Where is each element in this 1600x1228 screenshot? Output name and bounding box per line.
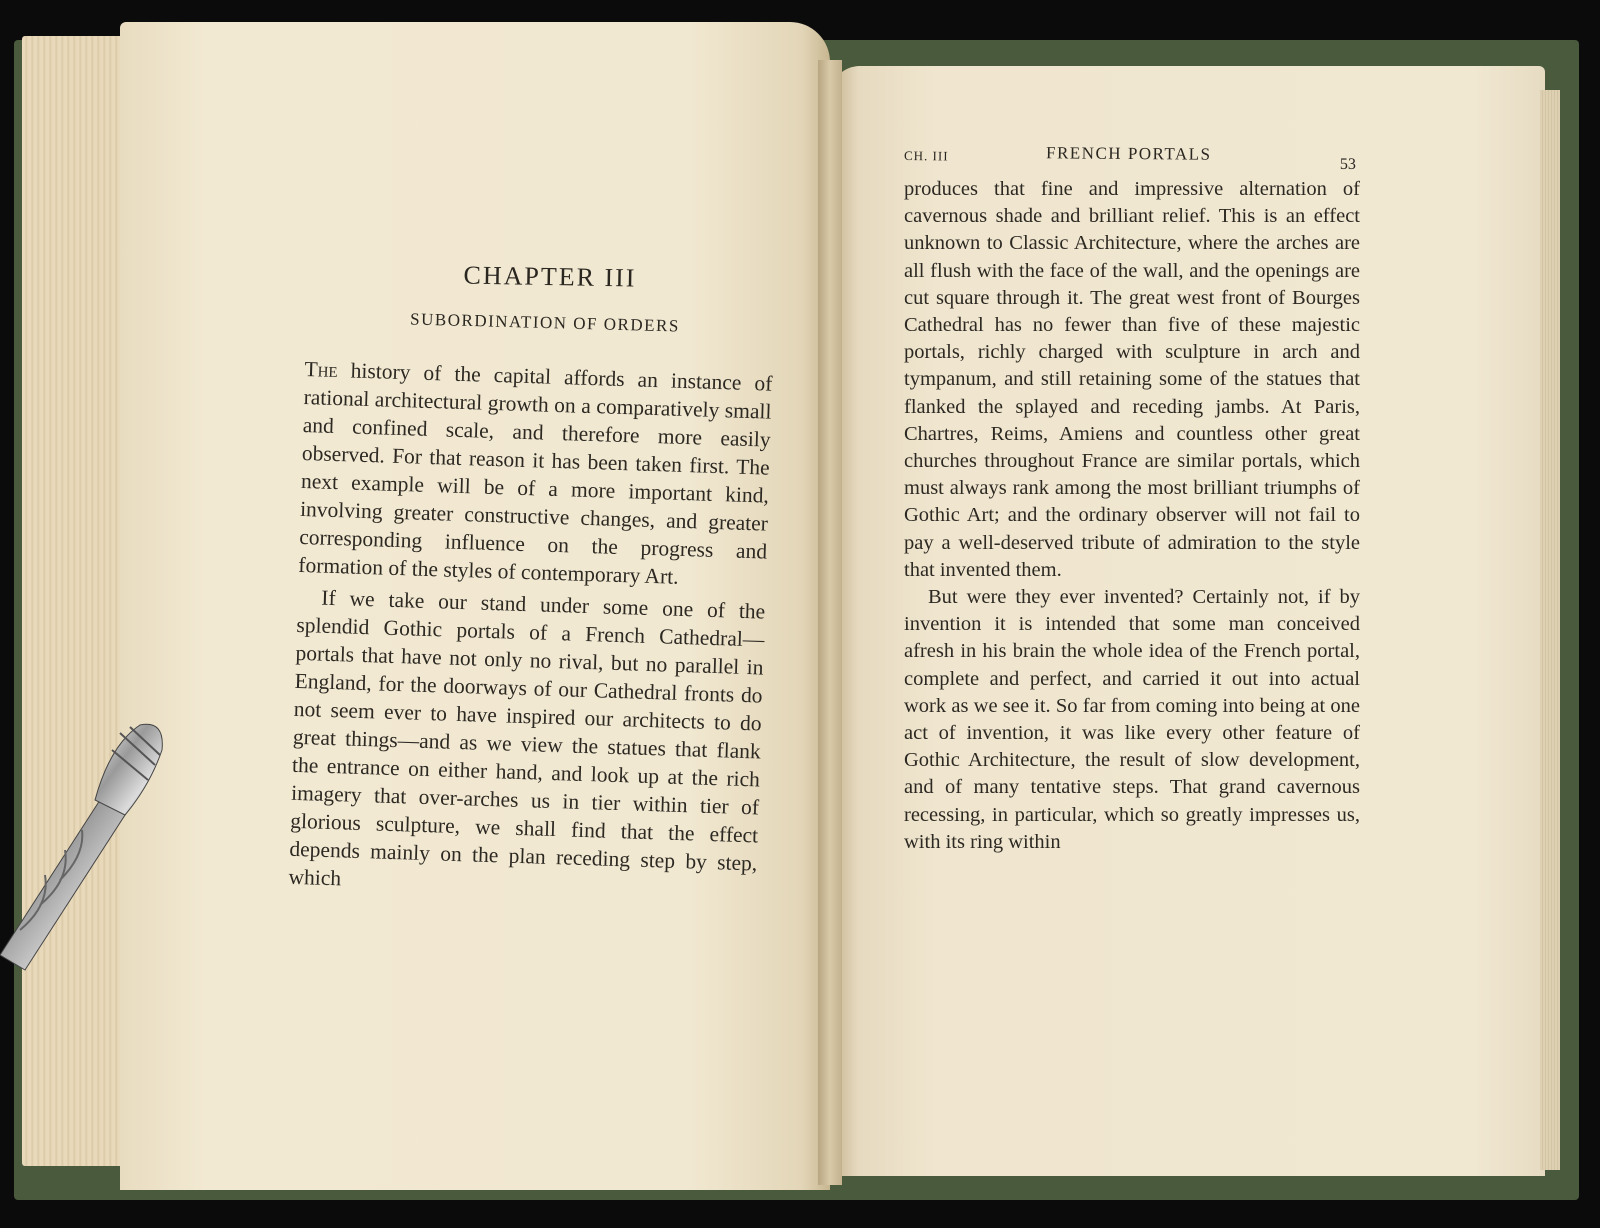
paragraph: The history of the capital affords an instance of rational architectural growth on a comparatively small and confined scale, and therefore more easily observed. For that reason it has been taken first. The next example will be of a more important kind, involving greater constructive changes, and greater corresponding influence on the progress and formation of the styles of contemporary Art. (298, 356, 773, 589)
page-number: 53 (1339, 155, 1357, 173)
paragraph: But were they ever invented? Certainly not, if by invention it is intended that some man conceived afresh in his brain the whole idea of the French portal, complete and perfect, and carried it out into actual work as we see it. So far from coming into being at one act of invention, it was like every other feature of Gothic Architecture, the result of slow development, and of many tentative steps. That grand cavernous recessing, in particular, which so greatly impresses us, with its ring within (904, 586, 1360, 853)
running-head (904, 142, 1356, 176)
running-head-chapter: CH. III (903, 148, 949, 164)
book-gutter (818, 60, 842, 1185)
page-clip-icon (0, 705, 180, 975)
dropcap: The (304, 356, 339, 383)
left-page-text (288, 355, 773, 905)
paragraph: If we take our stand under some one of the splendid Gothic portals of a French Cathedral—portals that have not only no rival, but no parallel in England, for the doorways of our Cathedral fronts do not seem ever to have inspired our architects to do great things—and as we view the statues that flank the entrance on either hand, and look up at the rich imagery that over-arches us in tier within tier of glorious sculpture, we shall find that the effect depends mainly on the plan receding step by step, which (288, 585, 766, 891)
running-head-title: FRENCH PORTALS (1045, 143, 1212, 164)
paragraph: produces that fine and impressive alternation of cavernous shade and brilliant relief. This is an effect unknown to Classic Architecture, where the arches are all flush with the face of the wall, and the openings are cut square through it. The great west front of Bourges Cathedral has no fewer than five of these majestic portals, richly charged with sculpture in arch and tympanum, and still retaining some of the statues that flanked the splayed and receding jambs. At Paris, Chartres, Reims, Amiens and countless other great churches throughout France are similar portals, which must always rank among the most brilliant triumphs of Gothic Art; and the ordinary observer will not fail to pay a well-deserved tribute of admiration to the style that invented them. (904, 178, 1360, 581)
right-page-text (904, 176, 1360, 856)
chapter-heading: CHAPTER III (463, 260, 637, 293)
section-title: SUBORDINATION OF ORDERS (409, 309, 681, 336)
page-block-right (1540, 90, 1560, 1170)
